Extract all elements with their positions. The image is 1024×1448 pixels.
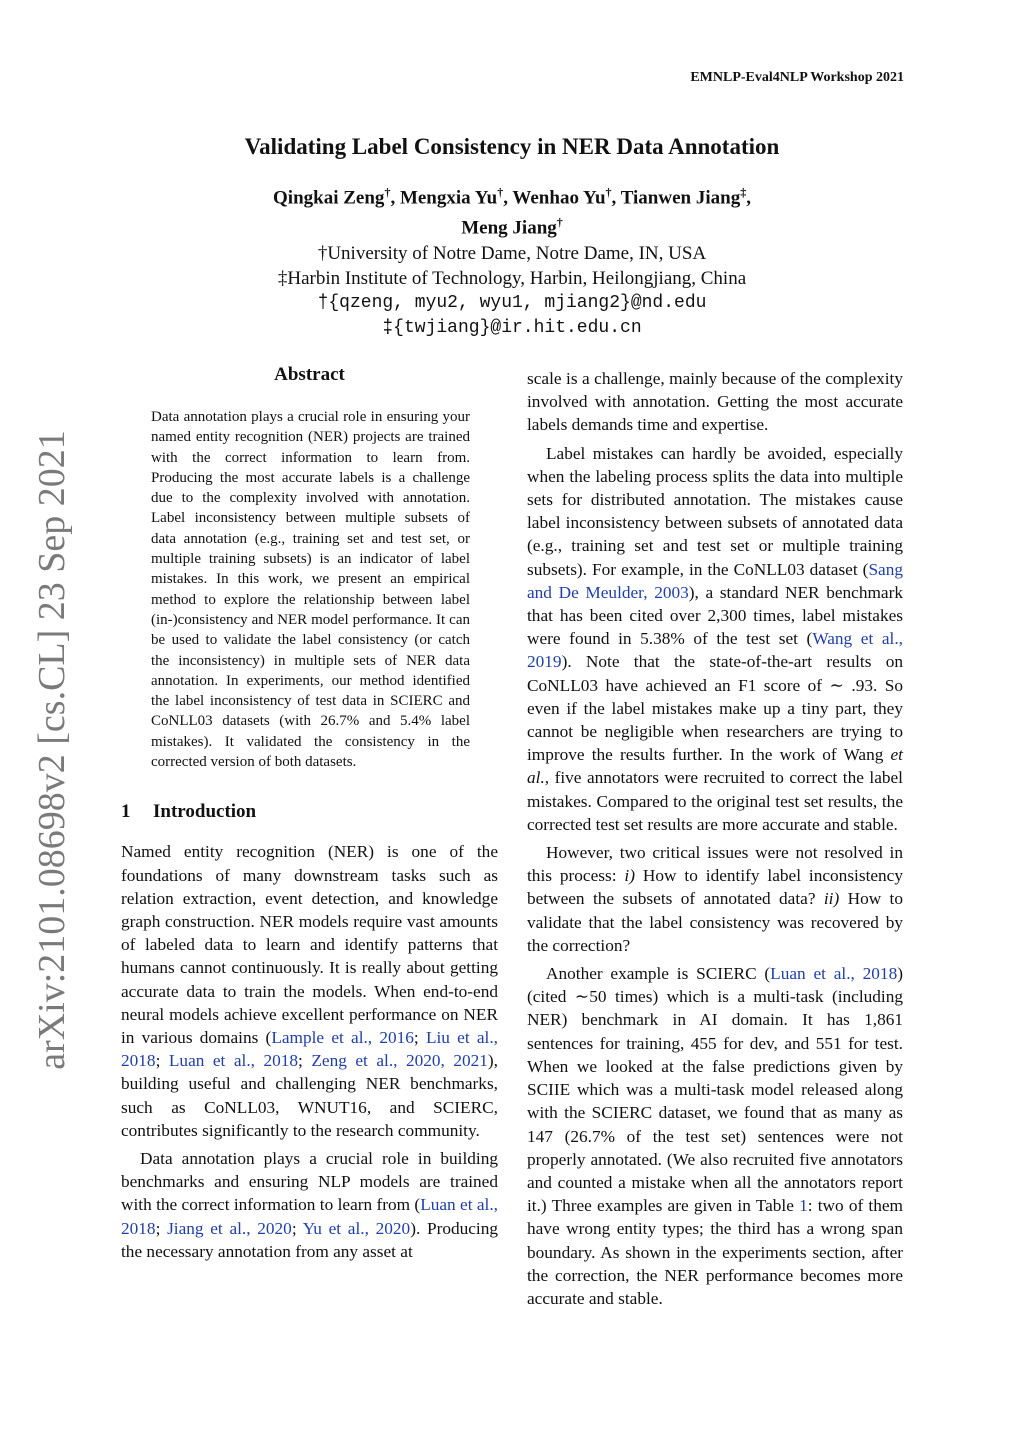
venue-header: EMNLP-Eval4NLP Workshop 2021 (690, 70, 904, 85)
author-name: Tianwen Jiang (620, 187, 741, 209)
paragraph-text: ), a standard NER benchmark that has been cited over 2,300 times, label mistakes were found in 5.38% of the test set ( (527, 582, 903, 649)
abstract-heading: Abstract (274, 364, 345, 385)
section-title: Introduction (153, 801, 257, 823)
paragraph-text: , five annotators were recruited to correct the label mistakes. Compared to the original test set results, the corrected test set results are more accurate and stable. (527, 768, 903, 834)
intro-paragraph-2: Data annotation plays a crucial role in building benchmarks and ensuring NLP models are trained with the correct information to learn from (Luan et al., 2018; Jiang et al., 2020; Yu et al., 2020). Producing the necessary annotation from any asset at (121, 1148, 499, 1261)
email-1: †{qzeng, myu2, wyu1, mjiang2}@nd.edu (317, 292, 707, 313)
paragraph-text: ). Note that the state-of-the-art results on CoNLL03 have achieved an F1 score of ∼ .93. So even if the label mistakes make up a tiny part, they cannot be negligible when researchers are trying to improve the results further. In the work of Wang (527, 652, 903, 765)
abstract-text: Data annotation plays a crucial role in ensuring your named entity recognition (NER) projects are trained with the correct information to learn from. Producing the most accurate labels is a challenge due to the complexity involved with annotation. Label inconsistency between multiple subsets of data annotation (e.g., training set and test set, or multiple training subsets) is an indicator of label mistakes. In this work, we present an empirical method to explore the relationship between label (in-)consistency and NER model performance. It can be used to validate the label consistency (or catch the inconsistency) in multiple sets of NER data annotation. In experiments, our method identified the label inconsistency of test data in SCIERC and CoNLL03 datasets (with 26.7% and 5.4% label mistakes). It validated the consistency in the corrected version of both datasets. (151, 409, 470, 771)
author-name: Qingkai Zeng (273, 187, 385, 209)
paragraph-text: ). Producing the necessary annotation from any asset at (121, 1218, 499, 1261)
paragraph-text: How to identify label inconsistency between the subsets of annotated data? (527, 866, 903, 909)
author-name: Meng Jiang (461, 217, 557, 239)
citation-link[interactable]: Luan et al., 2018 (168, 1051, 299, 1071)
citation-link[interactable]: Sang and De Meulder, 2003 (527, 559, 903, 602)
table-reference-link[interactable]: 1 (799, 1196, 808, 1216)
affiliation-mark: † (384, 185, 391, 199)
citation-link[interactable]: Luan et al., 2018 (121, 1195, 498, 1238)
author-line-2 (0, 210, 1024, 240)
affiliation-1: †University of Notre Dame, Notre Dame, IN, USA (317, 242, 707, 264)
paragraph-text: Named entity recognition (NER) is one of the foundations of many downstream tasks such as relation extraction, event detection, and knowledge graph construction. NER models require vast amounts of labeled data to learn and identify patterns that humans cannot continuously. It is really about getting accurate data to train the models. When end-to-end neural models achieve excellent performance on NER in various domains ( (121, 842, 498, 1047)
email-2: ‡{twjiang}@ir.hit.edu.cn (382, 317, 642, 338)
author-name: Mengxia Yu (399, 187, 498, 209)
paragraph-text: ii) (823, 889, 840, 909)
author-name: Wenhao Yu (512, 187, 606, 209)
paragraph-text: How to validate that the label consistency was recovered by the correction? (527, 889, 903, 955)
citation-link[interactable]: Jiang et al., 2020 (167, 1218, 292, 1238)
intro-paragraph-continued: scale is a challenge, mainly because of the complexity involved with annotation. Getting the most accurate labels demands time and expertise. (527, 369, 903, 435)
paragraph-text: However, two critical issues were not resolved in this process: (527, 843, 903, 886)
affiliation-2: ‡Harbin Institute of Technology, Harbin, Heilongjiang, China (277, 267, 747, 289)
author-block (0, 180, 1024, 341)
intro-paragraph-1: Named entity recognition (NER) is one of the foundations of many downstream tasks such as relation extraction, event detection, and knowledge graph construction. NER models require vast amounts of labeled data to learn and identify patterns that humans cannot continuously. It is really about getting accurate data to train the models. When end-to-end neural models achieve excellent performance on NER in various domains (Lample et al., 2016; Liu et al., 2018; Luan et al., 2018; Zeng et al., 2020, 2021), building useful and challenging NER benchmarks, such as CoNLL03, WNUT16, and SCIERC, contributes significantly to the research community. (121, 842, 498, 1140)
section-heading (121, 801, 498, 823)
citation-link[interactable]: Lample et al., 2016 (271, 1027, 414, 1047)
right-column (527, 367, 903, 1310)
intro-paragraph-3 (527, 442, 903, 836)
paragraph-text: ), building useful and challenging NER benchmarks, such as CoNLL03, WNUT16, and SCIERC, contributes significantly to the research community. (121, 1051, 498, 1140)
paragraph-text: Label mistakes can hardly be avoided, especially when the labeling process splits the data into multiple sets for distributed annotation. The mistakes cause label inconsistency between subsets of annotated data (e.g., training set and test set or multiple training subsets). For example, in the CoNLL03 dataset ( (527, 443, 903, 579)
intro-paragraph-4 (527, 841, 903, 957)
left-column (121, 364, 498, 1263)
paragraph-text: et al. (527, 745, 903, 788)
paragraph-text: : two of them have wrong entity types; the third has a wrong span boundary. As shown in the experiments section, after the correction, the NER performance becomes more accurate and stable. (527, 1196, 903, 1308)
arxiv-stamp: arXiv:2101.08698v2 [cs.CL] 23 Sep 2021 (31, 430, 73, 1070)
citation-link[interactable]: Luan et al., 2018 (770, 964, 898, 984)
citation-link[interactable]: Liu et al., 2018 (121, 1027, 498, 1071)
section-number: 1 (121, 801, 131, 823)
intro-paragraph-5 (527, 962, 903, 1310)
citation-link[interactable]: Yu et al., 2020 (302, 1218, 411, 1238)
paragraph-text: Another example is SCIERC ( (546, 964, 771, 984)
paragraph-text: Data annotation plays a crucial role in building benchmarks and ensuring NLP models are trained with the correct information to learn from ( (121, 1148, 498, 1215)
citation-link[interactable]: Wang et al., 2019 (527, 629, 903, 672)
paragraph-text: i) (624, 866, 635, 886)
paper-title: Validating Label Consistency in NER Data Annotation (244, 134, 780, 159)
affiliation-mark: ‡ (740, 185, 747, 199)
affiliation-mark: † (605, 185, 612, 199)
paragraph-text: ) (cited ∼50 times) which is a multi-task (including NER) benchmark in AI domain. It has 1,861 sentences for training, 455 for dev, and 551 for test. When we looked at the false predictions given by SCIIE which was a multi-task model released along with the SCIERC dataset, we found that as many as 147 (26.7% of the test set) sentences were not properly annotated. (We also recruited five annotators and counted a mistake when all the annotators report it.) Three examples are given in Table (527, 964, 903, 1216)
affiliation-mark: † (497, 185, 504, 199)
author-line-1: Qingkai Zeng†, Mengxia Yu†, Wenhao Yu†, Tianwen Jiang‡, (273, 185, 751, 209)
affiliation-mark: † (556, 215, 563, 230)
citation-link[interactable]: Zeng et al., 2020, 2021 (311, 1051, 488, 1071)
